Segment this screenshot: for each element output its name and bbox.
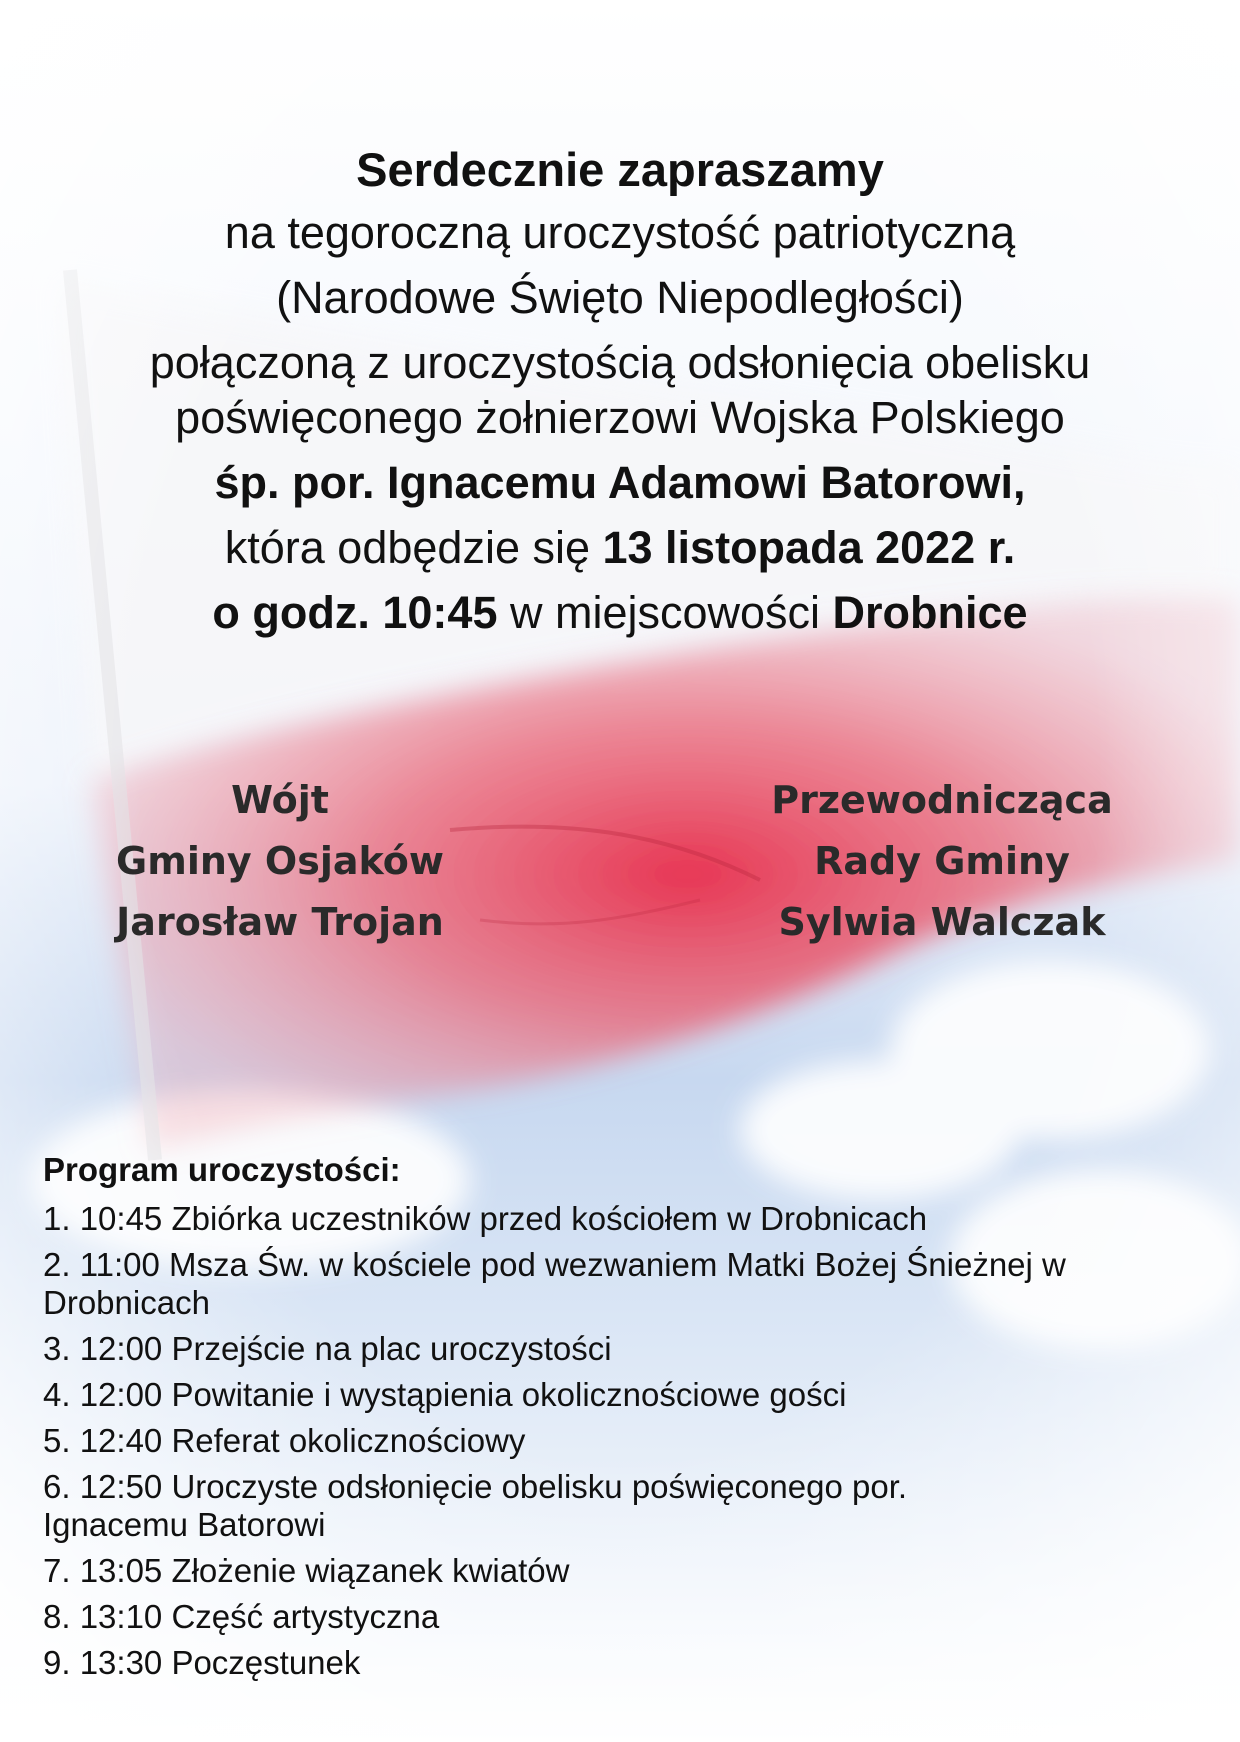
program-item: 4. 12:00 Powitanie i wystąpienia okolicznościowe gości: [43, 1376, 847, 1413]
time-place-line: [0, 580, 1240, 645]
signature-left-office: Gminy Osjaków: [116, 839, 444, 883]
program-item: 2. 11:00 Msza Św. w kościele pod wezwaniem Matki Bożej Śnieżnej w Drobnicach: [43, 1246, 1066, 1321]
invitation-text: [0, 140, 1240, 645]
program-item: 5. 12:40 Referat okolicznościowy: [43, 1422, 526, 1459]
program-list: [43, 1148, 1203, 1682]
signature-left-role: Wójt: [231, 778, 329, 822]
signature-left: [20, 770, 540, 953]
program-title: Program uroczystości:: [43, 1151, 401, 1188]
signature-right: [682, 770, 1202, 953]
program-item: 6. 12:50 Uroczyste odsłonięcie obelisku poświęconego por. Ignacemu Batorowi: [43, 1468, 908, 1543]
event-time: o godz. 10:45: [212, 587, 498, 638]
event-date: 13 listopada 2022 r.: [602, 522, 1016, 573]
honoree-name: śp. por. Ignacemu Adamowi Batorowi,: [214, 457, 1026, 508]
signature-left-name: Jarosław Trojan: [116, 900, 444, 944]
headline: Serdecznie zapraszamy: [356, 143, 884, 196]
signature-right-office: Rady Gminy: [814, 839, 1070, 883]
invitation-line-4: połączoną z uroczystością odsłonięcia obelisku: [149, 337, 1091, 388]
signature-right-name: Sylwia Walczak: [778, 900, 1106, 944]
invitation-line-5: poświęconego żołnierzowi Wojska Polskiego: [175, 392, 1065, 443]
signature-right-role: Przewodnicząca: [771, 778, 1113, 822]
invitation-line-3: (Narodowe Święto Niepodległości): [276, 272, 964, 323]
event-place: Drobnice: [832, 587, 1028, 638]
date-prefix: która odbędzie się: [224, 522, 603, 573]
invitation-line-2: na tegoroczną uroczystość patriotyczną: [224, 207, 1016, 258]
date-line: [0, 515, 1240, 580]
place-prefix: w miejscowości: [497, 587, 833, 638]
program-item: 7. 13:05 Złożenie wiązanek kwiatów: [43, 1552, 570, 1589]
program-item: 1. 10:45 Zbiórka uczestników przed kościołem w Drobnicach: [43, 1200, 928, 1237]
program-item: 3. 12:00 Przejście na plac uroczystości: [43, 1330, 612, 1367]
program-item: 9. 13:30 Poczęstunek: [43, 1644, 361, 1681]
program-item: 8. 13:10 Część artystyczna: [43, 1598, 440, 1635]
